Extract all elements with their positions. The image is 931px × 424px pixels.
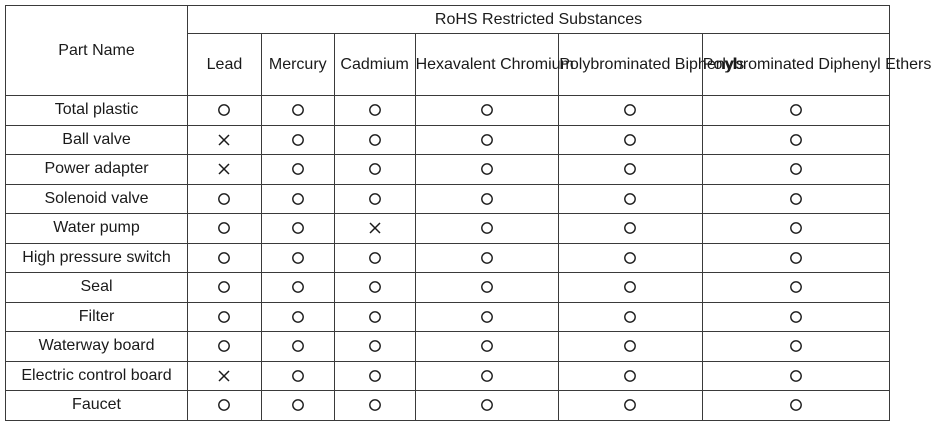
circle-icon: [789, 162, 803, 176]
circle-icon: [368, 192, 382, 206]
circle-icon: [789, 133, 803, 147]
cell-lead: [188, 243, 262, 273]
circle-icon: [789, 398, 803, 412]
circle-icon: [480, 251, 494, 265]
cell-cadmium: [334, 214, 415, 244]
table-row: [6, 96, 890, 126]
cell-hexavalent-chromium: [415, 125, 559, 155]
part-name-cell: Total plastic: [6, 96, 188, 126]
circle-icon: [291, 398, 305, 412]
circle-icon: [789, 251, 803, 265]
circle-icon: [789, 369, 803, 383]
cell-pbb: [559, 96, 703, 126]
circle-icon: [789, 339, 803, 353]
table-row: [6, 391, 890, 421]
cell-pbb: [559, 273, 703, 303]
cell-pbde: [702, 302, 889, 332]
table-row: [6, 125, 890, 155]
part-name-cell: Water pump: [6, 214, 188, 244]
cell-lead: [188, 214, 262, 244]
circle-icon: [789, 280, 803, 294]
circle-icon: [480, 192, 494, 206]
cell-mercury: [261, 214, 334, 244]
table-row: [6, 302, 890, 332]
circle-icon: [623, 133, 637, 147]
cell-pbde: [702, 155, 889, 185]
cell-cadmium: [334, 332, 415, 362]
circle-icon: [623, 103, 637, 117]
circle-icon: [623, 369, 637, 383]
cell-pbb: [559, 155, 703, 185]
circle-icon: [368, 162, 382, 176]
cell-cadmium: [334, 273, 415, 303]
cell-cadmium: [334, 243, 415, 273]
cell-pbb: [559, 302, 703, 332]
part-name-cell: Solenoid valve: [6, 184, 188, 214]
table-row: [6, 273, 890, 303]
cross-icon: [368, 221, 382, 235]
cell-hexavalent-chromium: [415, 184, 559, 214]
circle-icon: [789, 310, 803, 324]
circle-icon: [480, 133, 494, 147]
circle-icon: [623, 251, 637, 265]
circle-icon: [368, 133, 382, 147]
table-row: [6, 243, 890, 273]
substance-header-pbde: Polybrominated Diphenyl Ethers: [702, 34, 889, 96]
cell-pbde: [702, 184, 889, 214]
circle-icon: [291, 369, 305, 383]
header-row-top: [6, 6, 890, 34]
circle-icon: [623, 280, 637, 294]
table-body: [6, 96, 890, 421]
substance-header-mercury: Mercury: [261, 34, 334, 96]
cell-lead: [188, 332, 262, 362]
cell-lead: [188, 184, 262, 214]
cell-hexavalent-chromium: [415, 96, 559, 126]
circle-icon: [368, 310, 382, 324]
table-row: [6, 361, 890, 391]
circle-icon: [623, 192, 637, 206]
cell-pbb: [559, 243, 703, 273]
part-name-cell: Faucet: [6, 391, 188, 421]
cell-pbb: [559, 214, 703, 244]
cell-cadmium: [334, 302, 415, 332]
circle-icon: [291, 251, 305, 265]
cross-icon: [217, 369, 231, 383]
cell-hexavalent-chromium: [415, 155, 559, 185]
cell-pbb: [559, 184, 703, 214]
cell-cadmium: [334, 96, 415, 126]
cell-hexavalent-chromium: [415, 273, 559, 303]
cell-pbb: [559, 391, 703, 421]
cell-hexavalent-chromium: [415, 214, 559, 244]
circle-icon: [291, 280, 305, 294]
cell-hexavalent-chromium: [415, 361, 559, 391]
substance-header-pbb: Polybrominated Biphenyls: [559, 34, 703, 96]
circle-icon: [789, 103, 803, 117]
circle-icon: [368, 103, 382, 117]
cell-hexavalent-chromium: [415, 332, 559, 362]
cell-pbde: [702, 273, 889, 303]
circle-icon: [480, 339, 494, 353]
cell-hexavalent-chromium: [415, 302, 559, 332]
part-name-cell: Ball valve: [6, 125, 188, 155]
circle-icon: [368, 369, 382, 383]
circle-icon: [480, 280, 494, 294]
circle-icon: [291, 221, 305, 235]
cell-lead: [188, 155, 262, 185]
cell-pbde: [702, 361, 889, 391]
cross-icon: [217, 133, 231, 147]
circle-icon: [217, 310, 231, 324]
circle-icon: [291, 162, 305, 176]
cell-pbde: [702, 125, 889, 155]
cell-cadmium: [334, 155, 415, 185]
part-name-cell: Filter: [6, 302, 188, 332]
cell-pbb: [559, 125, 703, 155]
circle-icon: [480, 310, 494, 324]
circle-icon: [291, 103, 305, 117]
circle-icon: [217, 103, 231, 117]
circle-icon: [623, 310, 637, 324]
table-row: [6, 214, 890, 244]
cell-pbde: [702, 332, 889, 362]
circle-icon: [789, 192, 803, 206]
substances-group-header: RoHS Restricted Substances: [188, 6, 890, 34]
cell-hexavalent-chromium: [415, 243, 559, 273]
table-row: [6, 332, 890, 362]
circle-icon: [480, 398, 494, 412]
circle-icon: [217, 280, 231, 294]
circle-icon: [368, 398, 382, 412]
circle-icon: [623, 162, 637, 176]
cell-lead: [188, 125, 262, 155]
cell-mercury: [261, 96, 334, 126]
table-row: [6, 155, 890, 185]
cell-mercury: [261, 391, 334, 421]
table-row: [6, 184, 890, 214]
part-name-cell: Waterway board: [6, 332, 188, 362]
circle-icon: [368, 251, 382, 265]
circle-icon: [217, 398, 231, 412]
cell-cadmium: [334, 184, 415, 214]
part-name-cell: High pressure switch: [6, 243, 188, 273]
circle-icon: [789, 221, 803, 235]
substance-header-cadmium: Cadmium: [334, 34, 415, 96]
circle-icon: [291, 192, 305, 206]
circle-icon: [368, 280, 382, 294]
circle-icon: [480, 103, 494, 117]
circle-icon: [480, 221, 494, 235]
part-name-cell: Seal: [6, 273, 188, 303]
cell-mercury: [261, 125, 334, 155]
cell-pbb: [559, 361, 703, 391]
cell-mercury: [261, 273, 334, 303]
circle-icon: [291, 310, 305, 324]
cell-cadmium: [334, 391, 415, 421]
circle-icon: [217, 251, 231, 265]
cell-hexavalent-chromium: [415, 391, 559, 421]
cell-lead: [188, 361, 262, 391]
rohs-table: [5, 5, 931, 421]
cell-lead: [188, 391, 262, 421]
cell-pbb: [559, 332, 703, 362]
cell-mercury: [261, 332, 334, 362]
cell-pbde: [702, 391, 889, 421]
cell-lead: [188, 302, 262, 332]
circle-icon: [623, 221, 637, 235]
cell-mercury: [261, 361, 334, 391]
substance-header-hexavalent-chromium: Hexavalent Chromium: [415, 34, 559, 96]
circle-icon: [217, 192, 231, 206]
cell-pbde: [702, 214, 889, 244]
part-name-cell: Electric control board: [6, 361, 188, 391]
circle-icon: [623, 398, 637, 412]
cell-lead: [188, 96, 262, 126]
circle-icon: [368, 339, 382, 353]
circle-icon: [623, 339, 637, 353]
circle-icon: [291, 339, 305, 353]
cell-pbde: [702, 96, 889, 126]
cross-icon: [217, 162, 231, 176]
substance-header-lead: Lead: [188, 34, 262, 96]
cell-mercury: [261, 184, 334, 214]
circle-icon: [217, 339, 231, 353]
circle-icon: [291, 133, 305, 147]
cell-cadmium: [334, 361, 415, 391]
cell-pbde: [702, 243, 889, 273]
part-name-cell: Power adapter: [6, 155, 188, 185]
circle-icon: [480, 369, 494, 383]
cell-mercury: [261, 243, 334, 273]
part-name-header: Part Name: [6, 6, 188, 96]
circle-icon: [480, 162, 494, 176]
cell-mercury: [261, 155, 334, 185]
cell-mercury: [261, 302, 334, 332]
cell-lead: [188, 273, 262, 303]
cell-cadmium: [334, 125, 415, 155]
circle-icon: [217, 221, 231, 235]
